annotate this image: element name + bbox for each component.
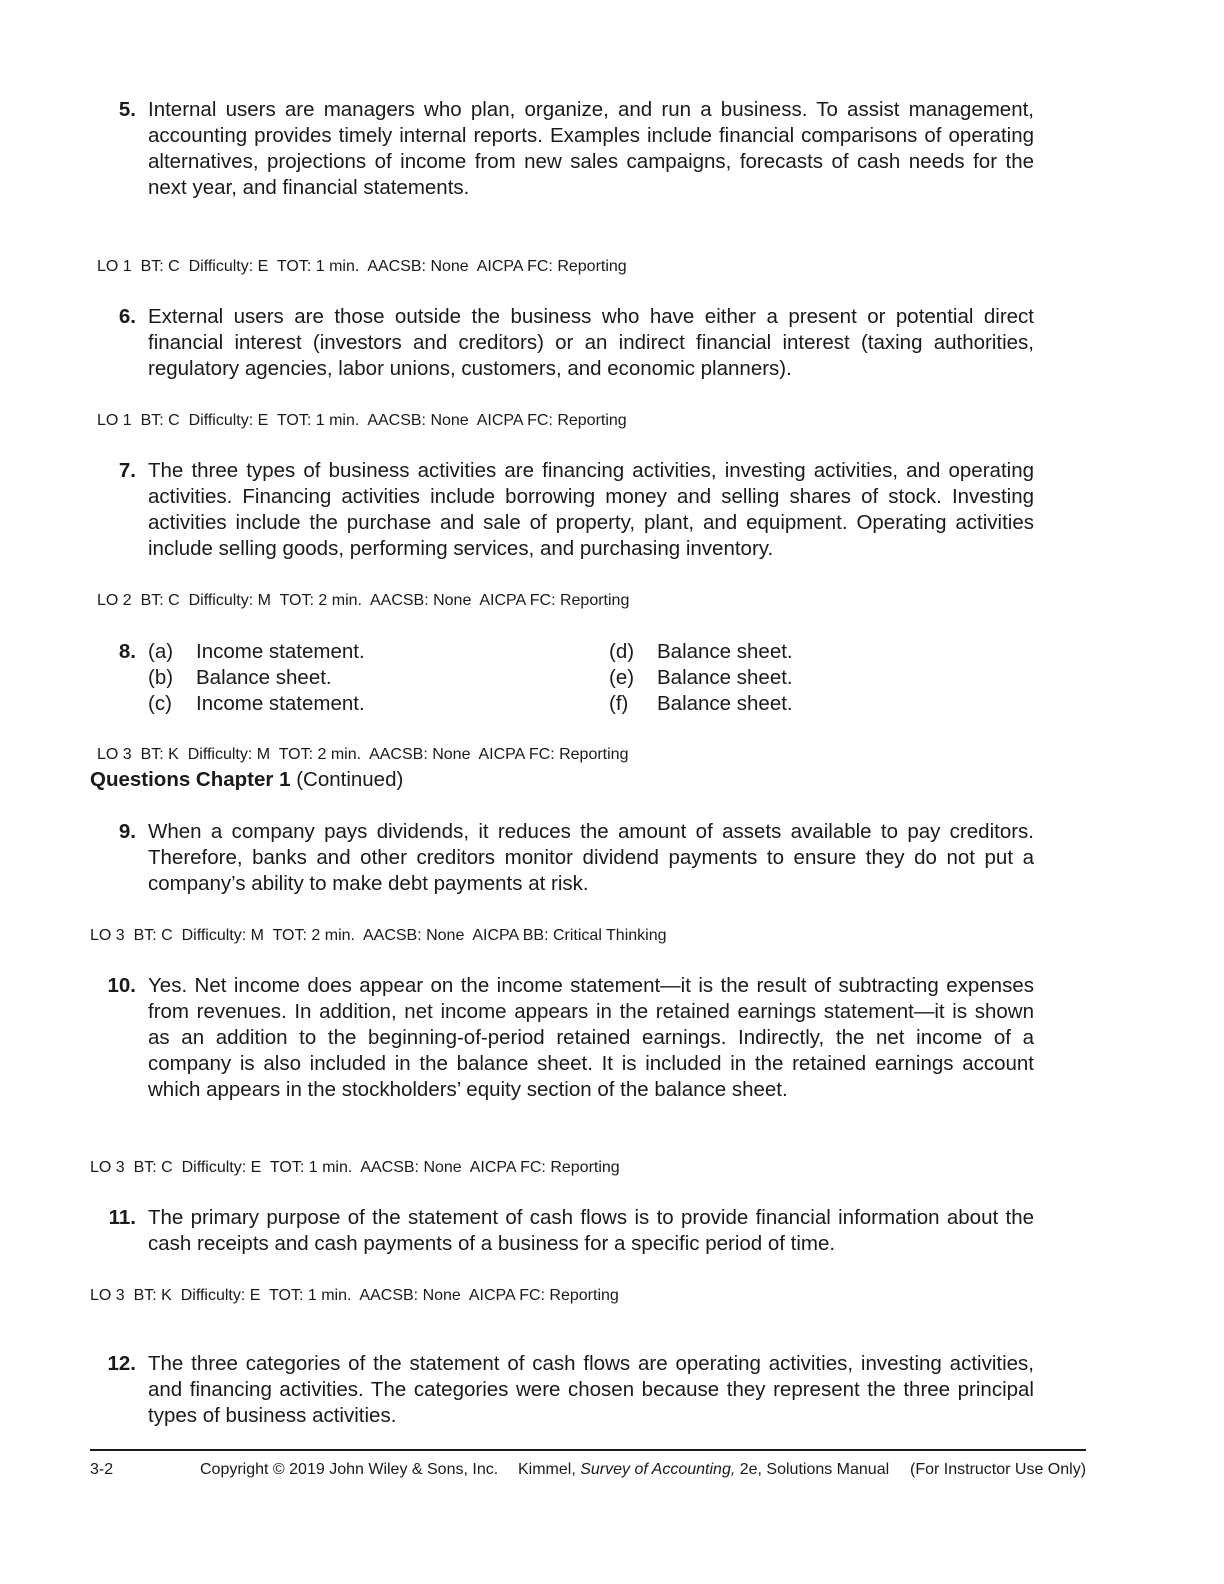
page-number: 3-2 <box>90 1461 114 1478</box>
question-metadata: LO 3 BT: C Difficulty: M TOT: 2 min. AACSB: None AICPA BB: Critical Thinking <box>90 927 667 944</box>
question-7 <box>92 458 1034 562</box>
question-number: 11. <box>108 1206 136 1229</box>
question-10 <box>92 973 1034 1103</box>
question-metadata: LO 1 BT: C Difficulty: E TOT: 1 min. AACSB: None AICPA FC: Reporting <box>97 412 627 429</box>
question-number: 5. <box>118 98 136 121</box>
question-11 <box>92 1205 1034 1257</box>
answer-text: The three types of business activities are financing activities, investing activities, and operating activities. Financing activities include borrowing money and selling shares of stock. Investing activities include the purchase and sale of property, plant, and equipment. Operating activities include selling goods, performing services, and purchasing inventory. <box>148 459 1034 560</box>
question-number: 7. <box>118 459 136 482</box>
footer-divider <box>90 1449 1086 1451</box>
answer-text: The three categories of the statement of cash flows are operating activities, investing activities, and financing activities. The categories were chosen because they represent the three principal types of business activities. <box>148 1352 1034 1427</box>
answer-text: Internal users are managers who plan, organize, and run a business. To assist management, accounting provides timely internal reports. Examples include financial comparisons of operating alternatives, projections of income from new sales campaigns, forecasts of cash needs for the next year, and financial statements. <box>148 98 1034 199</box>
question-metadata: LO 1 BT: C Difficulty: E TOT: 1 min. AACSB: None AICPA FC: Reporting <box>97 258 627 275</box>
option-f: (f) Balance sheet. <box>609 692 793 715</box>
question-6 <box>92 304 1034 382</box>
question-9 <box>92 819 1034 897</box>
section-heading: Questions Chapter 1 (Continued) <box>90 768 404 791</box>
question-number: 6. <box>118 305 136 328</box>
answer-text: When a company pays dividends, it reduces the amount of assets available to pay creditors. Therefore, banks and other creditors monitor dividend payments to ensure they do not put a company’s ability to make debt payments at risk. <box>148 820 1034 895</box>
option-b: (b) Balance sheet. <box>148 666 332 689</box>
question-5 <box>92 97 1034 201</box>
answer-text: The primary purpose of the statement of cash flows is to provide financial information about the cash receipts and cash payments of a business for a specific period of time. <box>148 1206 1034 1255</box>
answer-text: External users are those outside the business who have either a present or potential direct financial interest (investors and creditors) or an indirect financial interest (taxing authorities, regulatory agencies, labor unions, customers, and economic planners). <box>148 305 1034 380</box>
answer-text: Yes. Net income does appear on the income statement—it is the result of subtracting expenses from revenues. In addition, net income appears in the retained earnings statement—it is shown as an addition to the beginning-of-period retained earnings. Indirectly, the net income of a company is also included in the balance sheet. It is included in the retained earnings account which appears in the stockholders’ equity section of the balance sheet. <box>148 974 1034 1101</box>
copyright-notice: Copyright © 2019 John Wiley & Sons, Inc. <box>200 1461 499 1478</box>
question-metadata: LO 3 BT: C Difficulty: E TOT: 1 min. AACSB: None AICPA FC: Reporting <box>90 1159 620 1176</box>
question-number: 9. <box>118 820 136 843</box>
instructor-note: (For Instructor Use Only) <box>910 1461 1087 1478</box>
question-number: 8. <box>118 640 136 663</box>
question-metadata: LO 2 BT: C Difficulty: M TOT: 2 min. AACSB: None AICPA FC: Reporting <box>97 592 630 609</box>
question-12 <box>92 1351 1034 1429</box>
option-d: (d) Balance sheet. <box>609 640 793 663</box>
book-citation: Kimmel, Survey of Accounting, 2e, Solutions Manual <box>518 1461 890 1478</box>
option-c: (c) Income statement. <box>148 692 365 715</box>
option-e: (e) Balance sheet. <box>609 666 793 689</box>
question-metadata: LO 3 BT: K Difficulty: E TOT: 1 min. AACSB: None AICPA FC: Reporting <box>90 1287 619 1304</box>
option-a: (a) Income statement. <box>148 640 365 663</box>
question-number: 10. <box>107 974 136 997</box>
question-number: 12. <box>107 1352 136 1375</box>
question-metadata: LO 3 BT: K Difficulty: M TOT: 2 min. AACSB: None AICPA FC: Reporting <box>97 746 629 763</box>
